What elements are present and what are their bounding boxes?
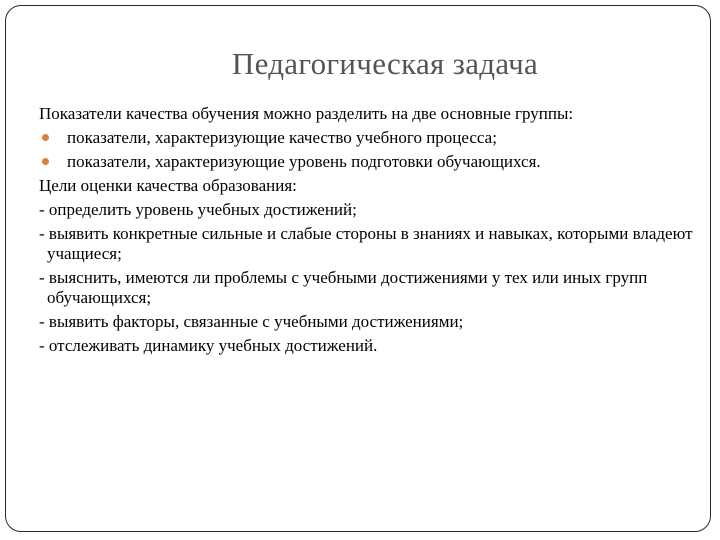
paragraph-goals-heading	[39, 176, 699, 196]
bullet-item-process	[39, 128, 699, 148]
goal-item-dynamics	[39, 336, 699, 356]
bullet-dot-icon	[42, 158, 49, 165]
paragraph-intro	[39, 104, 699, 124]
bullet-text: показатели, характеризующие уровень подготовки обучающихся.	[67, 152, 541, 171]
paragraph-text: - отслеживать динамику учебных достижений.	[39, 336, 378, 355]
paragraph-text: Показатели качества обучения можно разделить на две основные группы:	[39, 104, 574, 123]
bullet-item-preparation	[39, 152, 699, 172]
paragraph-text: - выяснить, имеются ли проблемы с учебными достижениями у тех или иных групп обучающихся;	[39, 268, 648, 307]
goal-item-strengths	[39, 224, 699, 264]
slide-title: Педагогическая задача	[231, 46, 539, 81]
goal-item-level	[39, 200, 699, 220]
bullet-text: показатели, характеризующие качество учебного процесса;	[67, 128, 497, 147]
paragraph-text: Цели оценки качества образования:	[39, 176, 297, 195]
goal-item-factors	[39, 312, 699, 332]
paragraph-text: - определить уровень учебных достижений;	[39, 200, 357, 219]
goal-item-problems	[39, 268, 699, 308]
bullet-dot-icon	[42, 134, 49, 141]
paragraph-text: - выявить конкретные сильные и слабые стороны в знаниях и навыках, которыми владеют учащиеся;	[39, 224, 693, 263]
slide-frame	[5, 5, 711, 532]
slide-body	[39, 104, 699, 360]
paragraph-text: - выявить факторы, связанные с учебными достижениями;	[39, 312, 464, 331]
